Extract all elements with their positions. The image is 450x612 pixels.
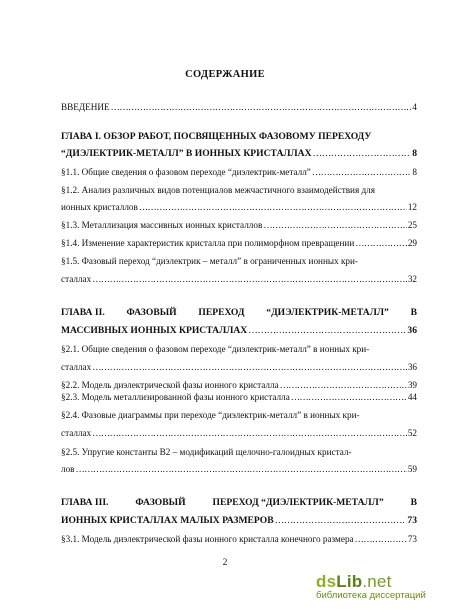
toc-label: §3.1. Модель диэлектрической фазы ионного кристалла конечного размера [61, 534, 354, 544]
chapter-1-title-line-1: ГЛАВА I. ОБЗОР РАБОТ, ПОСВЯЩЕННЫХ ФАЗОВОМУ ПЕРЕХОДУ [61, 131, 372, 142]
toc-label: сталлах [61, 362, 92, 372]
chapter-3-page: 73 [407, 515, 417, 526]
chapter-3-title-line-2 [61, 515, 417, 527]
toc-page: 4 [412, 102, 417, 112]
toc-page: 8 [412, 167, 417, 177]
chapter-3-word: ПЕРЕХОД “ДИЭЛЕКТРИК-МЕТАЛЛ” [212, 497, 384, 508]
toc-entry-2-4-line-2 [61, 427, 417, 439]
dslib-watermark [316, 572, 446, 608]
dslib-logo [316, 572, 446, 592]
toc-page: 59 [407, 464, 417, 474]
leader-dots [76, 463, 407, 475]
chapter-2-title-text: МАССИВНЫХ ИОННЫХ КРИСТАЛЛАХ [61, 325, 248, 336]
chapter-2-word: ГЛАВА II. [61, 307, 105, 318]
logo-ds: ds [316, 572, 337, 591]
leader-dots [111, 101, 412, 113]
chapter-3-word: ФАЗОВЫЙ [135, 497, 186, 508]
toc-entry-2-5-line-1: §2.5. Упругие константы В2 – модификаций щелочно-галоидных кристал- [61, 447, 352, 457]
leader-dots [312, 166, 412, 178]
chapter-2-word: “ДИЭЛЕКТРИК-МЕТАЛЛ” [266, 307, 389, 318]
leader-dots [355, 237, 407, 249]
toc-page: 39 [407, 380, 417, 390]
logo-net: .net [362, 572, 392, 591]
leader-dots [92, 361, 407, 373]
dslib-subtitle: библиотека диссертаций [316, 590, 426, 601]
chapter-2-title-line-1 [61, 307, 417, 319]
toc-page: 29 [407, 238, 417, 248]
chapter-1-title-text: “ДИЭЛЕКТРИК-МЕТАЛЛ” В ИОННЫХ КРИСТАЛЛАХ [61, 148, 312, 159]
toc-entry-1-3 [61, 219, 417, 231]
toc-label: §2.3. Модель металлизированной фазы ионного кристалла [61, 392, 290, 402]
leader-dots [291, 391, 407, 403]
leader-dots [139, 201, 407, 213]
toc-label: §1.4. Изменение характеристик кристалла при полиморфном превращении [61, 238, 355, 248]
logo-lib: Lib [336, 572, 363, 591]
toc-page: 52 [407, 428, 417, 438]
leader-dots [280, 379, 407, 391]
toc-page: 32 [407, 274, 417, 284]
toc-entry-3-1 [61, 533, 417, 545]
toc-entry-2-1-line-1: §2.1. Общие сведения о фазовом переходе “диэлектрик-металл” в ионных кри- [61, 344, 370, 354]
toc-label: лов [61, 464, 75, 474]
toc-heading: СОДЕРЖАНИЕ [185, 69, 265, 80]
chapter-3-title-text: ИОННЫХ КРИСТАЛЛАХ МАЛЫХ РАЗМЕРОВ [61, 515, 274, 526]
toc-entry-1-4 [61, 237, 417, 249]
toc-label: §1.3. Металлизация массивных ионных кристаллов [61, 220, 263, 230]
toc-entry-2-4-line-1: §2.4. Фазовые диаграммы при переходе “диэлектрик-металл” в ионных кри- [61, 410, 360, 420]
toc-entry-2-5-line-2 [61, 463, 417, 475]
toc-page: 36 [407, 362, 417, 372]
page-number: 2 [222, 558, 228, 568]
toc-label: сталлах [61, 428, 92, 438]
leader-dots [92, 273, 407, 285]
toc-entry-1-2-line-2 [61, 201, 417, 213]
leader-dots [263, 219, 407, 231]
toc-entry-intro [61, 101, 417, 113]
leader-dots [92, 427, 407, 439]
chapter-2-word: В [410, 307, 417, 318]
toc-entry-2-2 [61, 379, 417, 391]
toc-label: §1.1. Общие сведения о фазовом переходе “диэлектрик-металл” [61, 167, 311, 177]
leader-dots [355, 533, 407, 545]
toc-page: 25 [407, 220, 417, 230]
toc-page: 44 [407, 392, 417, 402]
chapter-2-word: ФАЗОВЫЙ [126, 307, 177, 318]
toc-entry-2-1-line-2 [61, 361, 417, 373]
toc-label: ВВЕДЕНИЕ [61, 102, 110, 112]
chapter-2-title-line-2 [61, 325, 417, 337]
chapter-3-title-line-1 [61, 497, 417, 509]
toc-page: 73 [407, 534, 417, 544]
leader-dots [275, 515, 407, 527]
chapter-1-title-line-2 [61, 148, 417, 160]
toc-label: §2.2. Модель диэлектрической фазы ионного кристалла [61, 380, 279, 390]
chapter-2-page: 36 [407, 325, 417, 336]
chapter-1-page: 8 [412, 148, 417, 159]
toc-page: 12 [407, 202, 417, 212]
toc-label: ионных кристаллов [61, 202, 138, 212]
toc-entry-1-5-line-2 [61, 273, 417, 285]
toc-entry-1-1 [61, 166, 417, 178]
leader-dots [313, 148, 412, 160]
chapter-3-word: ГЛАВА III. [61, 497, 109, 508]
toc-label: сталлах [61, 274, 92, 284]
toc-entry-1-2-line-1: §1.2. Анализ различных видов потенциалов межчастичного взаимодействия для [61, 185, 375, 195]
toc-entry-2-3 [61, 391, 417, 403]
chapter-3-word: В [410, 497, 417, 508]
toc-entry-1-5-line-1: §1.5. Фазовый переход “диэлектрик – металл” в ограниченных ионных кри- [61, 256, 358, 266]
leader-dots [248, 325, 406, 337]
chapter-2-word: ПЕРЕХОД [198, 307, 245, 318]
